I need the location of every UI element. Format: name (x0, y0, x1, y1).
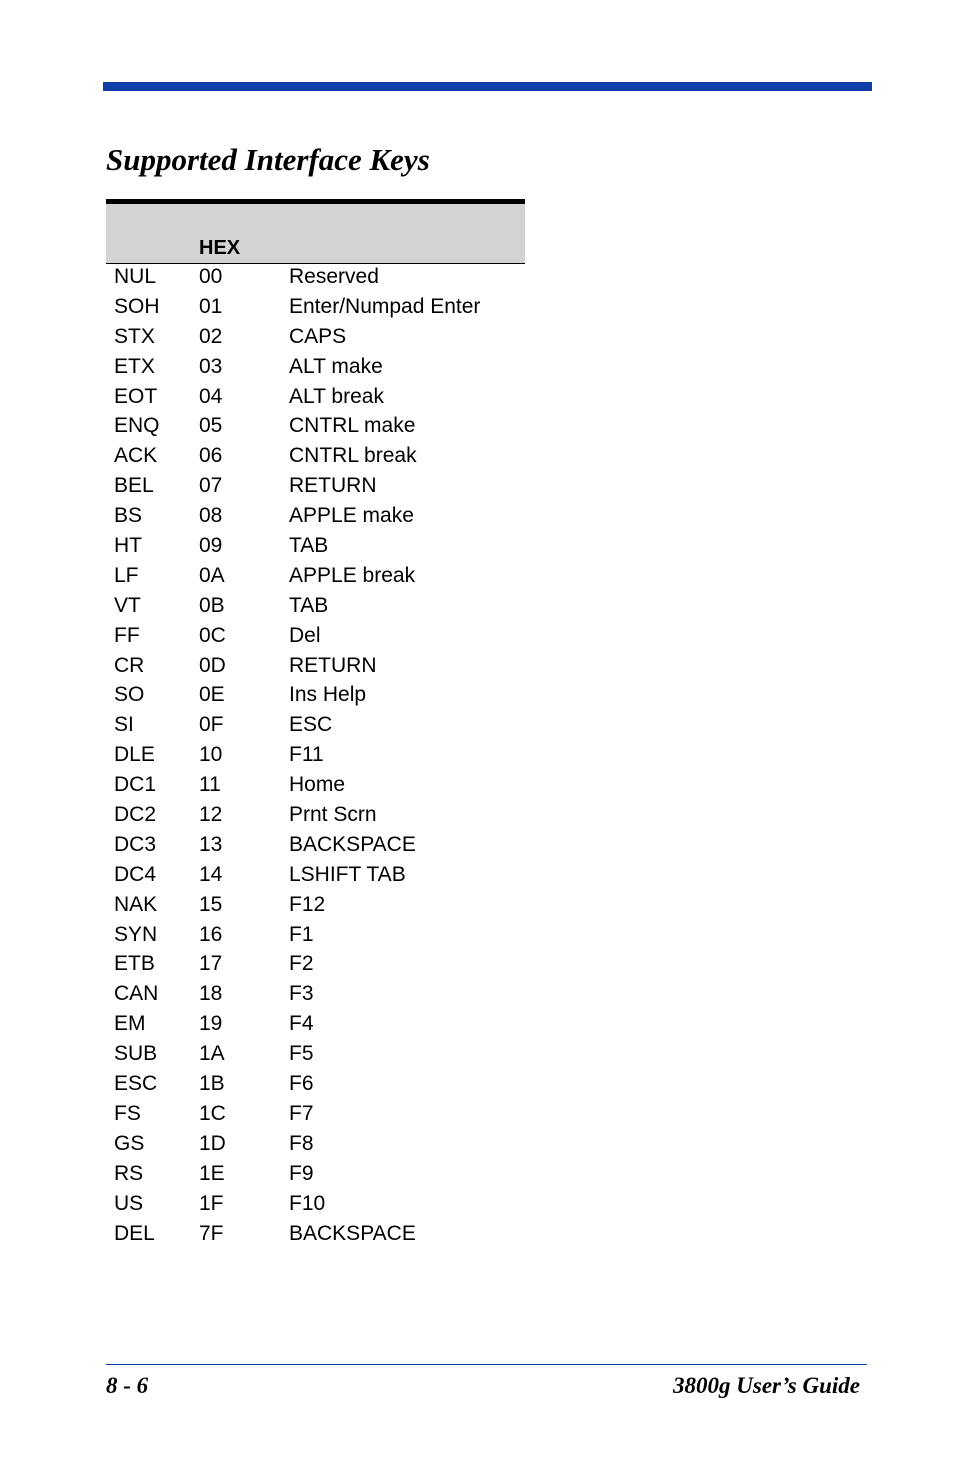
table-row (106, 413, 525, 443)
table-row (106, 772, 525, 802)
cell-hex: 1D (199, 1131, 226, 1155)
table-row (106, 1191, 525, 1221)
cell-function: F4 (289, 1012, 314, 1036)
page-title: Supported Interface Keys (106, 142, 430, 177)
top-accent-bar (103, 82, 872, 91)
cell-hex: 13 (199, 832, 223, 856)
cell-hex: 09 (199, 534, 223, 558)
cell-character: ENQ (114, 414, 160, 438)
cell-hex: 14 (199, 862, 223, 886)
table-row (106, 832, 525, 862)
cell-function: BACKSPACE (289, 832, 416, 856)
cell-character: SUB (114, 1042, 158, 1066)
cell-function: BACKSPACE (289, 1221, 416, 1245)
cell-function: F11 (289, 743, 324, 767)
cell-function: F5 (289, 1042, 314, 1066)
cell-character: SO (114, 683, 145, 707)
table-row (106, 922, 525, 952)
cell-hex: 1C (199, 1101, 226, 1125)
table-row (106, 354, 525, 384)
table-row (106, 981, 525, 1011)
table-header (106, 199, 525, 264)
cell-function: ALT break (289, 384, 384, 408)
table-row (106, 1011, 525, 1041)
table-row (106, 712, 525, 742)
table-row (106, 593, 525, 623)
cell-character: EOT (114, 384, 158, 408)
table-row (106, 563, 525, 593)
cell-function: CNTRL make (289, 414, 416, 438)
cell-character: LF (114, 563, 139, 587)
cell-hex: 0E (199, 683, 225, 707)
cell-character: FS (114, 1101, 141, 1125)
cell-character: ETX (114, 354, 155, 378)
table-row (106, 1041, 525, 1071)
cell-hex: 18 (199, 982, 223, 1006)
cell-hex: 02 (199, 324, 223, 348)
interface-keys-table (106, 199, 525, 1250)
table-row (106, 802, 525, 832)
cell-hex: 16 (199, 922, 223, 946)
table-body (106, 264, 525, 1250)
cell-hex: 1E (199, 1161, 225, 1185)
cell-character: DC1 (114, 773, 157, 797)
cell-function: F9 (289, 1161, 314, 1185)
cell-hex: 1B (199, 1072, 225, 1096)
cell-hex: 0C (199, 623, 226, 647)
cell-character: RS (114, 1161, 144, 1185)
table-row (106, 1131, 525, 1161)
cell-hex: 7F (199, 1221, 224, 1245)
cell-character: NUL (114, 265, 157, 288)
cell-function: Reserved (289, 265, 379, 288)
cell-function: F8 (289, 1131, 314, 1155)
guide-title: 3800g User’s Guide (673, 1373, 860, 1398)
cell-hex: 0F (199, 713, 224, 737)
cell-function: RETURN (289, 474, 377, 498)
cell-hex: 04 (199, 384, 223, 408)
page-number: 8 - 6 (106, 1373, 149, 1398)
table-row (106, 1221, 525, 1251)
cell-character: HT (114, 534, 142, 558)
cell-character: US (114, 1191, 144, 1215)
cell-character: DEL (114, 1221, 155, 1245)
cell-hex: 08 (199, 504, 223, 528)
cell-hex: 01 (199, 294, 223, 318)
cell-function: CNTRL break (289, 444, 417, 468)
table-row (106, 264, 525, 294)
cell-character: ETB (114, 952, 155, 976)
table-row (106, 324, 525, 354)
cell-hex: 0D (199, 653, 226, 677)
cell-function: ESC (289, 713, 333, 737)
table-row (106, 1101, 525, 1131)
table-row (106, 623, 525, 653)
cell-function: LSHIFT TAB (289, 862, 406, 886)
cell-function: RETURN (289, 653, 377, 677)
cell-hex: 15 (199, 892, 223, 916)
table-row (106, 653, 525, 683)
cell-function: ALT make (289, 354, 383, 378)
cell-character: DLE (114, 743, 155, 767)
cell-character: BS (114, 504, 143, 528)
table-row (106, 294, 525, 324)
cell-hex: 1F (199, 1191, 224, 1215)
table-row (106, 503, 525, 533)
cell-hex: 05 (199, 414, 223, 438)
cell-function: TAB (289, 534, 329, 558)
cell-function: F12 (289, 892, 326, 916)
table-row (106, 862, 525, 892)
cell-character: VT (114, 593, 141, 617)
cell-hex: 0A (199, 563, 225, 587)
table-row (106, 742, 525, 772)
cell-character: DC2 (114, 803, 157, 827)
cell-function: F10 (289, 1191, 326, 1215)
cell-character: STX (114, 324, 155, 348)
cell-character: ACK (114, 444, 158, 468)
cell-hex: 03 (199, 354, 223, 378)
footer-rule (106, 1364, 867, 1365)
cell-hex: 07 (199, 474, 223, 498)
cell-character: NAK (114, 892, 158, 916)
cell-hex: 17 (199, 952, 223, 976)
cell-function: F1 (289, 922, 314, 946)
cell-character: FF (114, 623, 140, 647)
cell-function: F2 (289, 952, 314, 976)
cell-function: Prnt Scrn (289, 803, 377, 827)
table-row (106, 384, 525, 414)
cell-function: TAB (289, 593, 329, 617)
cell-character: SOH (114, 294, 160, 318)
cell-character: GS (114, 1131, 145, 1155)
cell-function: F6 (289, 1072, 314, 1096)
cell-function: Del (289, 623, 321, 647)
cell-hex: 00 (199, 265, 223, 288)
table-row (106, 443, 525, 473)
cell-hex: 11 (199, 773, 221, 797)
cell-character: DC3 (114, 832, 157, 856)
table-row (106, 951, 525, 981)
cell-function: F3 (289, 982, 314, 1006)
cell-character: BEL (114, 474, 154, 498)
table-row (106, 682, 525, 712)
cell-function: APPLE make (289, 504, 414, 528)
table-row (106, 1071, 525, 1101)
cell-hex: 10 (199, 743, 223, 767)
cell-character: CR (114, 653, 145, 677)
cell-hex: 19 (199, 1012, 223, 1036)
cell-character: SYN (114, 922, 158, 946)
cell-character: CAN (114, 982, 159, 1006)
cell-function: Ins Help (289, 683, 367, 707)
cell-hex: 06 (199, 444, 223, 468)
table-row (106, 473, 525, 503)
cell-character: ESC (114, 1072, 158, 1096)
cell-hex: 12 (199, 803, 223, 827)
cell-function: Enter/Numpad Enter (289, 294, 481, 318)
cell-hex: 1A (199, 1042, 225, 1066)
cell-function: Home (289, 773, 346, 797)
header-hex: HEX (199, 237, 241, 259)
cell-function: F7 (289, 1101, 314, 1125)
cell-character: EM (114, 1012, 146, 1036)
table-row (106, 892, 525, 922)
table-row (106, 1161, 525, 1191)
cell-function: CAPS (289, 324, 347, 348)
cell-character: DC4 (114, 862, 157, 886)
cell-character: SI (114, 713, 134, 737)
cell-function: APPLE break (289, 563, 416, 587)
table-row (106, 533, 525, 563)
cell-hex: 0B (199, 593, 225, 617)
